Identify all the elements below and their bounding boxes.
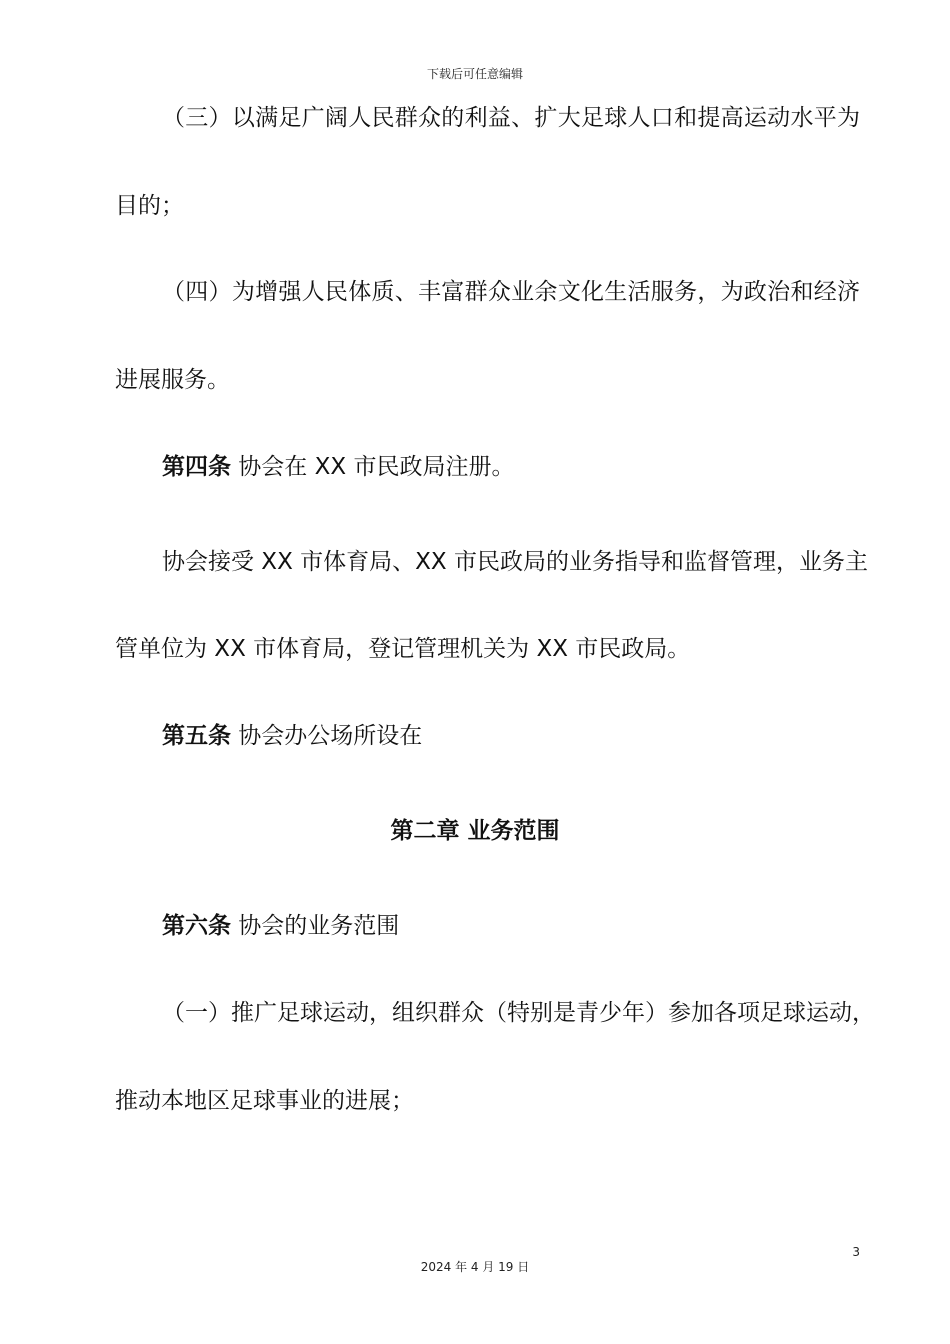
paragraph-4-line-2: 进展服务。 bbox=[115, 367, 230, 393]
page-footer-date: 2024 年 4 月 19 日 bbox=[420, 1260, 530, 1274]
page-number: 3 bbox=[852, 1245, 860, 1259]
paragraph-supervision-line-2: 管单位为 XX 市体育局，登记管理机关为 XX 市民政局。 bbox=[115, 636, 691, 662]
article-5 bbox=[162, 721, 860, 751]
article-5-label: 第五条 bbox=[162, 723, 231, 749]
paragraph-supervision-line-1: 协会接受 XX 市体育局、XX 市民政局的业务指导和监督管理，业务主 bbox=[162, 549, 868, 575]
article-5-text: 协会办公场所设在 bbox=[231, 723, 423, 749]
chapter-2-title: 第二章 业务范围 bbox=[390, 818, 560, 844]
article-4 bbox=[162, 452, 860, 482]
paragraph-3-line-2: 目的； bbox=[115, 193, 184, 219]
article-6-label: 第六条 bbox=[162, 913, 231, 939]
article-6 bbox=[162, 911, 860, 941]
article-6-text: 协会的业务范围 bbox=[231, 913, 400, 939]
paragraph-3-line-1: （三）以满足广阔人民群众的利益、扩大足球人口和提高运动水平为 bbox=[162, 105, 860, 131]
paragraph-scope-1-line-1: （一）推广足球运动，组织群众（特别是青少年）参加各项足球运动， bbox=[162, 1000, 875, 1026]
article-4-label: 第四条 bbox=[162, 454, 231, 480]
page-header: 下载后可任意编辑 bbox=[426, 67, 523, 81]
paragraph-scope-1-line-2: 推动本地区足球事业的进展； bbox=[115, 1088, 414, 1114]
paragraph-4-line-1: （四）为增强人民体质、丰富群众业余文化生活服务，为政治和经济 bbox=[162, 279, 860, 305]
article-4-text: 协会在 XX 市民政局注册。 bbox=[231, 454, 515, 480]
